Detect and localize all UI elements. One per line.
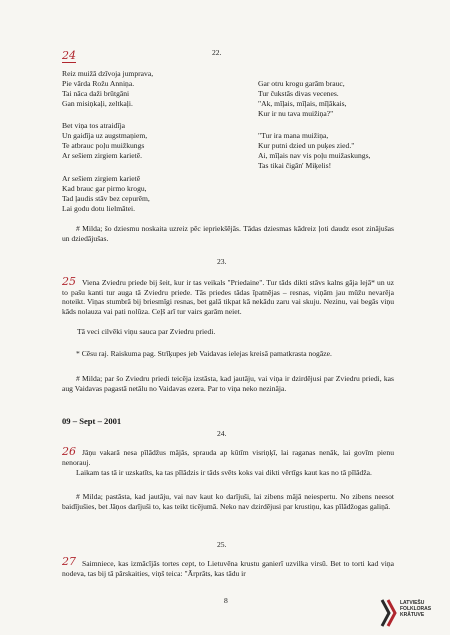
poem-line: Kad brauc gar pirmo krogu,	[62, 184, 147, 193]
section-24-number: 24.	[217, 429, 227, 438]
page-number: 8	[224, 596, 228, 605]
section-22-number: 22.	[212, 48, 222, 57]
poem-line: Pie vārda Rožu Anniņa.	[62, 79, 135, 88]
section-25-paragraph: Saimniece, kas izmācījās tortes cept, to Lietuvēna krustu ganierī uzvilka virsū. Bet to torti kad viņa nodeva, tas bij tā pārskaities, viņš teica: "Ārprāts, kas tādu ir	[62, 559, 394, 578]
section-23-note: # Milda; par šo Zviedru priedi teicēja izstāsta, kad jautāju, vai viņa ir dzirdējusi par Zviedru priedi, kas aug Vaidavas pagastā netālu no Vaidavas ezera. Par to viņa neko nezināja.	[62, 374, 394, 393]
section-22-note: # Milda; šo dziesmu noskaita uzreiz pēc iepriekšējās. Tādas dziesmas kādreiz ļoti daudz esot zinājušas un dziedājušas.	[62, 224, 394, 243]
section-23-footnote: * Cēsu raj. Raiskuma pag. Strīķupes jeb Vaidavas ielejas kreisā pamatkrasta nogāze.	[76, 349, 332, 358]
poem-line: Ar sešiem zirgiem karietē.	[62, 151, 142, 160]
poem-line: "Tur ira mana muižiņa,	[258, 131, 329, 140]
poem-line: Gan misiņkaļi, zeltkaļi.	[62, 99, 133, 108]
handwritten-number-26: 26	[62, 445, 76, 458]
poem-line: Ar sešiem zirgiem karietē	[62, 174, 141, 183]
poem-line: Un gaidīja uz augstmaņiem,	[62, 131, 148, 140]
poem-line: Tur čukstās divas vecenes.	[258, 89, 339, 98]
poem-line: Lai godu dotu lielmātei.	[62, 204, 135, 213]
entry-date: 09 – Sept – 2001	[62, 416, 122, 426]
section-24-paragraph: Laikam tas tā ir uzskatīts, ka tas pīlādzis ir tāds svēts koks vai dikti vērtīgs kaut kas no tā pīlādža.	[76, 468, 372, 477]
handwritten-number-25: 25	[62, 275, 76, 288]
poem-line: Reiz muižā dzīvoja jumprava,	[62, 69, 154, 78]
handwritten-underline	[62, 62, 76, 63]
poem-line: Te atbrauc poļu muižkungs	[62, 141, 145, 150]
archive-logo-line: KRĀTUVE	[400, 612, 425, 618]
handwritten-number-24: 24	[62, 49, 76, 62]
poem-line: Bet viņa tos atraidīja	[62, 121, 126, 130]
archive-logo-line: FOLKLORAS	[400, 606, 432, 612]
section-24-note: # Milda; pastāsta, kad jautāju, vai nav kaut ko darījuši, lai zibens mājā neiespertu. No zibens neesot baidījušies, bet Jāņos darījuši to, kas teikt ticējumā. Neko nav dzirdējusi par krustiņu, kas pīlādžogas galiņā.	[62, 492, 394, 511]
poem-line: Kur putni dzied un puķes zied."	[258, 141, 355, 150]
section-25-number: 25.	[217, 540, 227, 549]
archive-logo	[380, 596, 446, 632]
poem-line: Kur ir nu tava muižiņa?"	[258, 109, 334, 118]
poem-line: Gar otru krogu garām brauc,	[258, 79, 345, 88]
poem-line: Ai, mīļais nav vis poļu muižaskungs,	[258, 151, 371, 160]
section-23-paragraph-end: Tā veci cilvēki viņu sauca par Zviedru priedi.	[77, 327, 216, 336]
archive-logo-icon	[380, 598, 398, 628]
archive-logo-text	[400, 600, 431, 618]
section-24-paragraph: Jāņu vakarā nesa pīlādžus mājās, sprauda ap kūtīm visriņķī, lai raganas nenāk, lai govīm pienu nenorauj.	[62, 448, 394, 467]
poem-line: "Ak, mīļais, mīļais, mīļākais,	[258, 99, 347, 108]
section-23-number: 23.	[217, 257, 227, 266]
poem-line: Tai nāca daži brūtgāni	[62, 89, 130, 98]
poem-line: Tad ļaudis stāv bez cepurēm,	[62, 194, 150, 203]
section-23-paragraph: Viena Zviedru priede bij šeit, kur ir tas veikals "Priedaine". Tur tāds dikti stāvs kalns gāja lejā* un uz to pašu kanti tur auga tā Zviedru priede. Tās priedes tādas īpatnējas – resnas, viņām jau mūžu nevarēja noteikt. Viņas stumbrā bij briesmīgi resnas, bet galā tikpat kā nekādu zaru vai skuju. Nezinu, vai begās viņu kāds nolauza vai pati nolūza. Ceļš arī tur vairs garām neiet.	[62, 278, 394, 316]
handwritten-number-27: 27	[62, 555, 76, 568]
poem-line: Tas tikai čigān' Miķelis!	[258, 161, 332, 170]
archive-logo-line: LATVIEŠU	[400, 600, 425, 606]
